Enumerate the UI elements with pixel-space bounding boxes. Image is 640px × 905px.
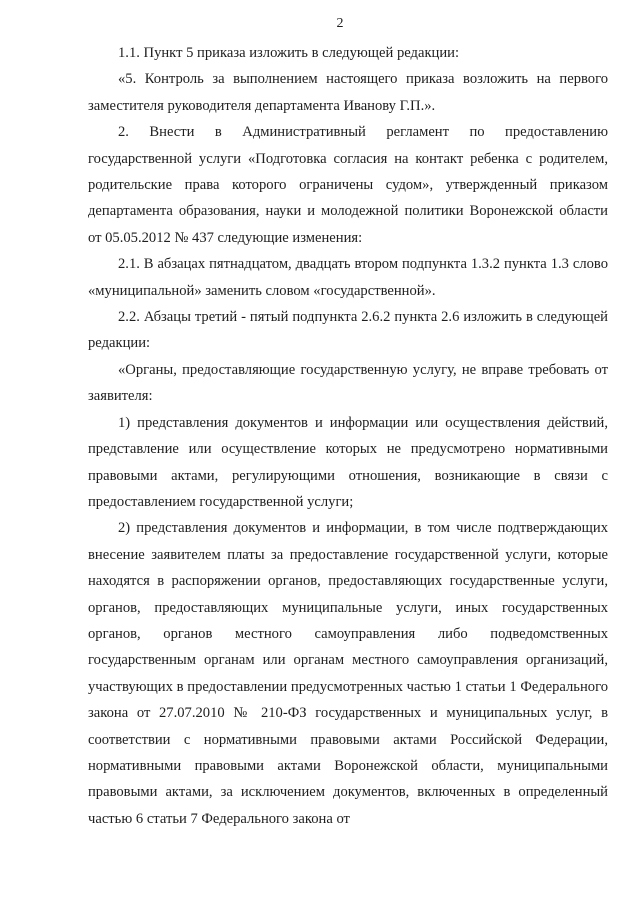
paragraph-item-2-2: 2.2. Абзацы третий - пятый подпункта 2.6.2 пункта 2.6 изложить в следующей редакции: xyxy=(88,309,608,352)
document-body xyxy=(88,40,608,832)
paragraph-subitem-1: 1) представления документов и информации или осуществления действий, представление или осуществление которых не предусмотрено нормативными правовыми актами, регулирующими отношения, возникающие в связи с предоставлением государственной услуги; xyxy=(88,414,608,510)
paragraph-quote-organs: «Органы, предоставляющие государственную услугу, не вправе требовать от заявителя: xyxy=(88,361,608,405)
paragraph-item-1-1: 1.1. Пункт 5 приказа изложить в следующей редакции: xyxy=(118,45,460,61)
page-number: 2 xyxy=(336,16,344,31)
paragraph-item-2: 2. Внести в Административный регламент по предоставлению государственной услуги «Подготовка согласия на контакт ребенка с родителем, родительские права которого ограничены судом», утвержденный приказом департамента образования, науки и молодежной политики Воронежской области от 05.05.2012 № 437 следующие изменения: xyxy=(88,124,608,246)
paragraph-item-2-1: 2.1. В абзацах пятнадцатом, двадцать втором подпункта 1.3.2 пункта 1.3 слово «муниципальной» заменить словом «государственной». xyxy=(88,256,608,299)
paragraph-quote-control: «5. Контроль за выполнением настоящего приказа возложить на первого заместителя руководителя департамента Иванову Г.П.». xyxy=(88,71,608,114)
paragraph-subitem-2: 2) представления документов и информации, в том числе подтверждающих внесение заявителем платы за предоставление государственной услуги, которые находятся в распоряжении органов, предоставляющих государственные услуги, органов, предоставляющих муниципальные услуги, иных государственных органов, органов местного самоуправления либо подведомственных государственным органам или органам местного самоуправления организаций, участвующих в предоставлении предусмотренных частью 1 статьи 1 Федерального закона от 27.07.2010 № 210-ФЗ государственных и муниципальных услуг, в соответствии с нормативными правовыми актами Российской Федерации, нормативными правовыми актами Воронежской области, муниципальными правовыми актами, за исключением документов, включенных в определенный частью 6 статьи 7 Федерального закона от xyxy=(88,520,608,827)
